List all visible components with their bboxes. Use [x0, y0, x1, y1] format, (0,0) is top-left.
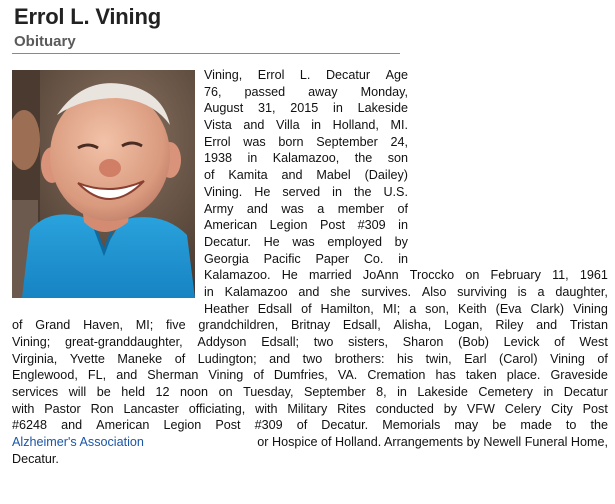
word: and	[246, 201, 268, 216]
word: and	[536, 318, 558, 333]
word: officiating,	[188, 401, 246, 416]
word: 11,	[552, 268, 569, 283]
word: Legion	[163, 418, 202, 433]
word: married	[309, 268, 352, 283]
obituary-line	[12, 367, 608, 384]
word: Cemetery	[478, 385, 533, 400]
word: September	[316, 134, 378, 149]
word: Holland,	[332, 118, 379, 133]
word: and	[243, 118, 265, 133]
word: Edsall,	[342, 318, 381, 333]
word: Earl	[464, 351, 487, 366]
word: 24,	[390, 134, 408, 149]
word: Lakeside	[357, 101, 408, 116]
word: will	[68, 385, 87, 400]
obituary-line	[204, 201, 408, 218]
word: services	[12, 385, 59, 400]
word: Vining	[573, 301, 608, 316]
word: noon	[180, 385, 209, 400]
word: Post	[319, 218, 346, 233]
word: (Bob)	[458, 335, 489, 349]
word: the	[354, 151, 373, 166]
word: has	[435, 368, 456, 383]
word: to	[565, 418, 577, 433]
obituary-line	[204, 284, 608, 301]
word: FL,	[87, 368, 107, 383]
word: Hamilton,	[320, 301, 374, 316]
word: American	[96, 418, 150, 433]
obituary-line	[204, 251, 408, 268]
word: (Dailey)	[364, 168, 408, 183]
obituary-text	[12, 67, 608, 468]
word: the	[353, 184, 372, 199]
obituary-line	[12, 417, 608, 434]
word: served	[282, 184, 321, 199]
word: daughter,	[555, 284, 608, 299]
obituary-line	[12, 317, 608, 334]
word: 12	[155, 385, 170, 400]
word: be	[492, 418, 507, 433]
word: Lancaster	[123, 401, 179, 416]
word: was	[281, 201, 304, 216]
word: and	[116, 368, 138, 383]
word: of	[174, 351, 186, 366]
word: Decatur	[325, 68, 371, 82]
word: City	[551, 401, 573, 416]
word: Ludington;	[197, 351, 257, 366]
word: Kalamazoo	[224, 284, 288, 299]
word: employed	[327, 234, 382, 249]
word: son	[387, 151, 408, 166]
word: Englewood,	[12, 368, 78, 383]
word: brothers:	[334, 351, 385, 366]
word: February	[490, 268, 541, 283]
word: by	[394, 234, 408, 249]
word: held	[121, 385, 146, 400]
obituary-line	[204, 217, 408, 234]
word: MI;	[382, 301, 401, 316]
word: taken	[465, 368, 497, 383]
word: Legion	[269, 218, 308, 233]
word: West	[579, 335, 608, 349]
obituary-line	[12, 334, 608, 351]
word: 76,	[204, 84, 222, 99]
word: MI.	[390, 118, 408, 133]
obituary-line	[204, 134, 408, 151]
memorial-line	[12, 434, 608, 451]
word: 1938	[204, 151, 233, 166]
word: Celery	[504, 401, 542, 416]
word: Yvette	[69, 351, 105, 366]
word: Errol	[257, 68, 285, 82]
word: survives.	[361, 284, 412, 299]
word: the	[590, 418, 608, 433]
word: Britnay	[290, 318, 331, 333]
word: JoAnn	[362, 268, 399, 283]
word: Memorials	[382, 418, 441, 433]
obituary-line	[204, 67, 408, 84]
word: sisters,	[348, 335, 388, 349]
word: in	[311, 118, 322, 133]
word: Vining	[550, 351, 585, 366]
word: on	[218, 385, 233, 400]
obituary-name-heading: Errol L. Vining	[14, 4, 161, 29]
word: Post	[215, 418, 241, 433]
alzheimers-association-link[interactable]: Alzheimer's Association	[12, 435, 144, 450]
word: Military	[287, 401, 328, 416]
word: Tuesday,	[243, 385, 294, 400]
word: great-granddaughter,	[65, 335, 183, 349]
word: away	[308, 84, 338, 99]
word: of	[296, 418, 308, 433]
word: she	[330, 284, 351, 299]
word: Virginia,	[12, 351, 58, 366]
obituary-line	[204, 184, 408, 201]
word: Tristan	[569, 318, 608, 333]
word: Cremation	[367, 368, 426, 383]
word: five	[166, 318, 186, 333]
word: passed	[244, 84, 286, 99]
word: of	[597, 351, 608, 366]
word: be	[96, 385, 111, 400]
word: (Eva	[495, 301, 522, 316]
word: of	[554, 335, 565, 349]
word: a	[537, 284, 545, 299]
word: in	[247, 151, 258, 166]
word: VA.	[337, 368, 358, 383]
word: Decatur.	[204, 234, 251, 249]
obituary-line	[12, 401, 608, 418]
word: Ron	[90, 401, 114, 416]
word: is	[517, 284, 527, 299]
word: his	[397, 351, 414, 366]
word: Maneke	[117, 351, 163, 366]
word: Vining	[208, 368, 244, 383]
word: Keith	[457, 301, 487, 316]
word: with	[255, 401, 278, 416]
word: surviving	[457, 284, 507, 299]
word: was	[292, 234, 315, 249]
word: Monday,	[360, 84, 408, 99]
word: Errol	[204, 134, 231, 149]
word: #309	[357, 218, 386, 233]
word: Decatur.	[321, 418, 369, 433]
word: Riley	[495, 318, 524, 333]
word: Haven,	[83, 318, 123, 333]
word: of	[301, 301, 312, 316]
word: (Carol)	[499, 351, 538, 366]
word: member	[337, 201, 384, 216]
word: He	[281, 268, 298, 283]
word: MI;	[135, 318, 154, 333]
word: Vining,	[204, 68, 243, 82]
word: Sharon	[402, 335, 444, 349]
word: August	[204, 101, 244, 116]
word: Edsall;	[261, 335, 299, 349]
word: #6248	[12, 418, 48, 433]
word: Sherman	[147, 368, 199, 383]
word: made	[520, 418, 552, 433]
word: Edsall	[257, 301, 293, 316]
word: Decatur	[563, 385, 608, 400]
obituary-line	[12, 351, 608, 368]
word: and	[269, 351, 291, 366]
word: son,	[425, 301, 449, 316]
word: U.S.	[383, 184, 408, 199]
word: of	[253, 368, 264, 383]
word: in	[543, 385, 554, 400]
word: Post	[582, 401, 608, 416]
word: conducted	[375, 401, 434, 416]
word: twin,	[425, 351, 452, 366]
word: Paper	[315, 251, 350, 266]
obituary-line	[12, 384, 608, 401]
word: in	[397, 385, 407, 400]
word: #309	[254, 418, 283, 433]
obituary-line	[204, 100, 408, 117]
word: in	[333, 101, 343, 116]
word: may	[454, 418, 479, 433]
word: two	[302, 351, 323, 366]
word: Kamita	[228, 168, 268, 183]
word: He	[254, 184, 271, 199]
word: Troccko	[409, 268, 455, 283]
word: in	[398, 251, 408, 266]
word: 31,	[257, 101, 276, 116]
word: a	[409, 301, 417, 316]
word: Vining;	[12, 335, 51, 349]
word: Age	[385, 68, 408, 82]
word: grandchildren,	[198, 318, 279, 333]
word: Vining.	[204, 184, 243, 199]
word: in	[332, 184, 342, 199]
word: Mabel	[316, 168, 351, 183]
word: Clark)	[530, 301, 565, 316]
word: Vista	[204, 118, 232, 133]
obituary-line	[204, 150, 408, 167]
word: place.	[506, 368, 541, 383]
word: on	[465, 268, 480, 283]
word: of	[12, 318, 23, 333]
word: 2015	[290, 101, 319, 116]
header-divider	[12, 53, 400, 54]
word: born	[278, 134, 304, 149]
word: Logan,	[444, 318, 483, 333]
obituary-line	[204, 267, 608, 284]
word: Pacific	[263, 251, 301, 266]
word: Army	[204, 201, 234, 216]
word: Villa	[276, 118, 300, 133]
word: He	[263, 234, 280, 249]
word: L.	[299, 68, 311, 82]
obituary-line	[204, 301, 608, 318]
obituary-line	[204, 167, 408, 184]
word: Georgia	[204, 251, 249, 266]
word: Addyson	[197, 335, 247, 349]
section-label: Obituary	[14, 33, 76, 50]
word: Lakeside	[417, 385, 468, 400]
word: and	[281, 168, 303, 183]
obituary-line: Decatur.	[12, 451, 59, 466]
word: of	[397, 201, 408, 216]
word: American	[204, 218, 258, 233]
word: Alisha,	[393, 318, 432, 333]
word: a	[317, 201, 325, 216]
word: September	[303, 385, 366, 400]
word: by	[443, 401, 458, 416]
word: Kalamazoo.	[204, 268, 271, 283]
obituary-line	[204, 234, 408, 251]
word: Also	[421, 284, 447, 299]
word: in	[204, 284, 214, 299]
word: Grand	[35, 318, 71, 333]
word: Co.	[363, 251, 384, 266]
word: VFW	[466, 401, 495, 416]
obituary-line	[204, 84, 408, 101]
word: Dumfries,	[273, 368, 328, 383]
word: Kalamazoo,	[272, 151, 340, 166]
word: and	[61, 418, 83, 433]
word: in	[398, 218, 408, 233]
word: Rites	[337, 401, 366, 416]
word: with	[12, 401, 35, 416]
word: Heather	[204, 301, 249, 316]
word: and	[298, 284, 320, 299]
word: of	[204, 168, 215, 183]
word: Levick	[503, 335, 540, 349]
obituary-line	[204, 117, 408, 134]
memorial-line-rest: or Hospice of Holland. Arrangements by Newell Funeral Home,	[257, 435, 608, 450]
word: Graveside	[550, 368, 608, 383]
word: 8,	[376, 385, 387, 400]
word: 1961	[579, 268, 608, 283]
word: two	[313, 335, 334, 349]
word: was	[243, 134, 266, 149]
word: Pastor	[44, 401, 81, 416]
